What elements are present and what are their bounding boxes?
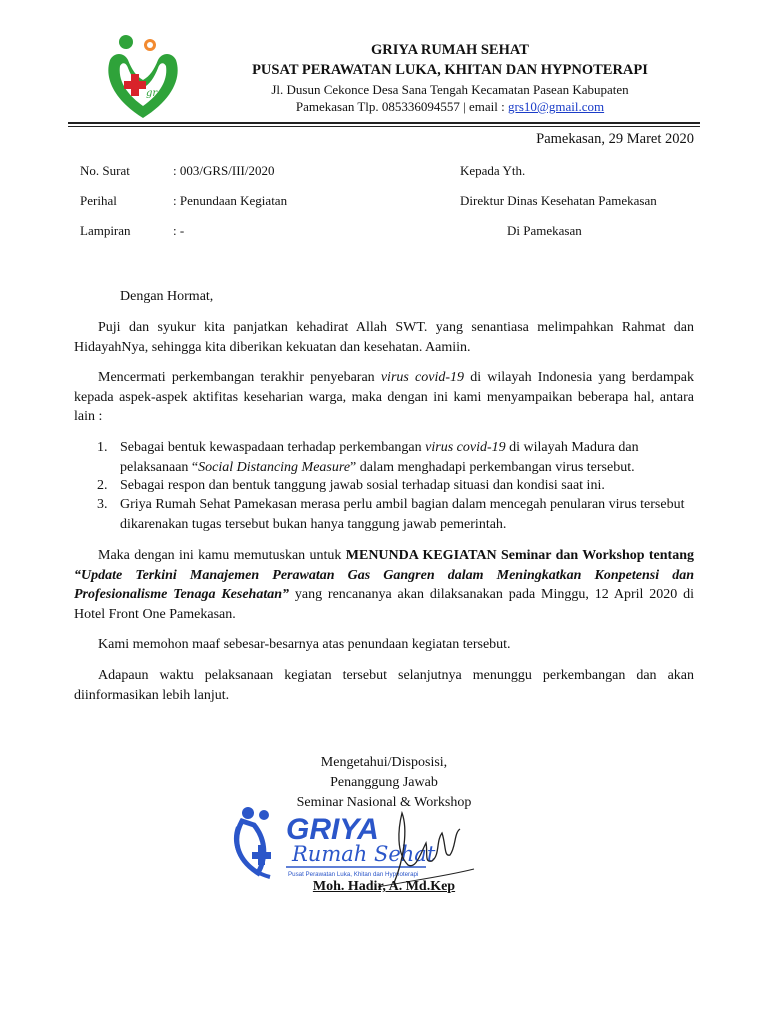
- lampiran-label: Lampiran: [80, 223, 131, 238]
- para3-bold: MENUNDA KEGIATAN Seminar dan Workshop tentang: [345, 548, 695, 563]
- address-phone: Pamekasan Tlp. 085336094557 | email :: [295, 99, 509, 114]
- recipient-salutation: Kepada Yth.: [460, 163, 526, 178]
- perihal-label: Perihal: [80, 193, 117, 208]
- recipient-name: Direktur Dinas Kesehatan Pamekasan: [460, 193, 657, 208]
- list-item-1: [120, 438, 695, 477]
- para2-a: Mencermati perkembangan terakhir penyebaran: [98, 370, 381, 385]
- svg-text:gr: gr: [146, 88, 158, 99]
- lampiran-value: : -: [173, 223, 185, 238]
- letter-date: Pamekasan, 29 Maret 2020: [536, 131, 694, 147]
- no-surat-label: No. Surat: [80, 163, 130, 178]
- paragraph-decision: [74, 546, 694, 624]
- paragraph-opening: Puji dan syukur kita panjatkan kehadirat Allah SWT. yang senantiasa melimpahkan Rahmat dan HidayahNya, sehingga kita diberikan kekuatan dan kesehatan. Aamiin.: [74, 320, 694, 355]
- org-name: GRIYA RUMAH SEHAT: [371, 42, 529, 58]
- email-link[interactable]: grs10@gmail.com: [508, 99, 605, 114]
- stamp-brand: GRIYA: [286, 813, 379, 846]
- address-line-2: [200, 99, 700, 115]
- list-number-2: 2.: [97, 478, 108, 493]
- org-subtitle: PUSAT PERAWATAN LUKA, KHITAN DAN HYPNOTERAPI: [252, 62, 648, 78]
- list1-virus: virus covid-19: [425, 440, 506, 455]
- address-line-1: Jl. Dusun Cekonce Desa Sana Tengah Kecamatan Pasean Kabupaten: [271, 82, 629, 97]
- list-number-3: 3.: [97, 497, 108, 512]
- perihal-value: : Penundaan Kegiatan: [173, 193, 288, 208]
- list1-c: di wilayah Madura dan pelaksanaan “: [120, 440, 639, 475]
- paragraph-apology: Kami memohon maaf sebesar-besarnya atas penundaan kegiatan tersebut.: [98, 637, 511, 652]
- sig-line-3: Seminar Nasional & Workshop: [296, 795, 472, 810]
- griya-logo: [100, 30, 186, 126]
- greeting: Dengan Hormat,: [120, 289, 214, 304]
- list-item-2: Sebagai respon dan bentuk tanggung jawab sosial terhadap situasi dan kondisi saat ini.: [120, 478, 605, 493]
- stamp-tagline: Pusat Perawatan Luka, Khitan dan Hypnoterapi: [288, 871, 419, 878]
- no-surat-value: : 003/GRS/III/2020: [173, 163, 275, 178]
- para3-d: yang rencananya akan dilaksanakan pada Minggu, 12 April 2020 di Hotel Front One Pamekasan.: [74, 587, 694, 622]
- list1-a: Sebagai bentuk kewaspadaan terhadap perkembangan: [120, 440, 426, 455]
- recipient-place: Di Pamekasan: [507, 223, 582, 238]
- signatory-name: Moh. Hadir, A. Md.Kep: [312, 879, 456, 894]
- list-item-3: Griya Rumah Sehat Pamekasan merasa perlu ambil bagian dalam mencegah penularan virus tersebut dikarenakan tugas tersebut bukan hanya tanggung jawab pemerintah.: [120, 497, 685, 532]
- sig-line-1: Mengetahui/Disposisi,: [320, 755, 448, 770]
- sig-line-2: Penanggung Jawab: [330, 775, 438, 790]
- stamp-script: Rumah Sehat: [292, 842, 436, 866]
- para3-title: “Update Terkini Manajemen Perawatan Gas Gangren dalam Meningkatkan Konpetensi dan Profesionalisme Tenaga Kesehatan”: [74, 567, 694, 602]
- para2-c: di wilayah Indonesia yang berdampak kepada aspek-aspek aktifitas keseharian warga, maka dengan ini kami menyampaikan beberapa hal, antara lain :: [74, 370, 694, 424]
- para2-virus: virus covid-19: [380, 370, 465, 385]
- list1-e: ” dalam menghadapi perkembangan virus tersebut.: [350, 459, 635, 475]
- para3-a: Maka dengan ini kamu memutuskan untuk: [98, 548, 346, 563]
- header-divider-thin: [68, 126, 700, 127]
- header-divider: [68, 122, 700, 124]
- list1-sdm: Social Distancing Measure: [198, 459, 351, 475]
- paragraph-context: [74, 368, 694, 427]
- list-number-1: 1.: [97, 440, 108, 455]
- paragraph-followup: Adapaun waktu pelaksanaan kegiatan tersebut selanjutnya menunggu perkembangan dan akan diinformasikan lebih lanjut.: [74, 668, 694, 703]
